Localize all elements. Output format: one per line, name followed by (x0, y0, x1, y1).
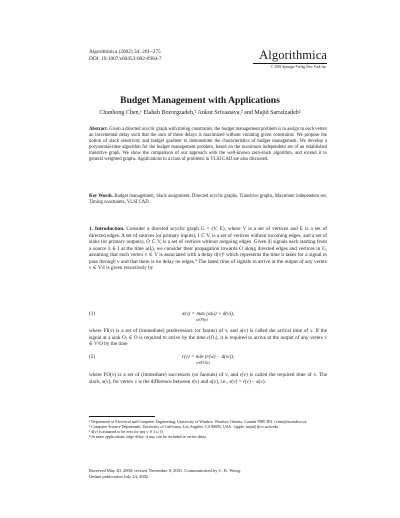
journal-masthead (241, 49, 327, 69)
equation-2-text: r(v) = min (r(w) − d(w)), (181, 354, 235, 360)
equation-2-number: (2) (89, 354, 96, 360)
footnote-4: ⁴ In some applications, edge delay, if any, can be included in vertex delay. (89, 434, 208, 440)
paper-title: Budget Management with Applications (120, 95, 280, 106)
journal-citation: Algorithmica (2002) 34: 261–275 (89, 49, 161, 55)
introduction-section (89, 226, 327, 272)
intro-paragraph-3: where FO(v) is a set of (immediate) successors (or fanouts) of v, and r(v) is called the required time of v. The slack, s(v), for vertex v is the difference between r(v) and a(v), i.e., s(v) = r(v) − a(v). (89, 372, 327, 385)
citation-block (89, 49, 162, 62)
abstract-text: Given a directed acyclic graph with timing constraints, the budget management problem is to assign to each vertex an incremental delay such that the sum of these delays is maximized without violating given constraints. We propose the notion of slack sensitivity and budget gradient to demonstrate the characteristics of budget management. We develop a polynomial-time algorithm for the budget management problem, based on the maximum independent set of an established transitive graph. We show the comparison of our approach with the well-known zero-slack algorithm, and extend it to general weighted graphs. Applications to a class of problems in VLSI CAD are also discussed. (89, 127, 328, 162)
footnotes (89, 419, 327, 439)
keywords-text: Budget management, Slack assignment, Directed acyclic graphs, Transitive graphs, Maximum independent set, Timing constraints, VLSI CAD. (89, 194, 328, 205)
intro-paragraph-1: Consider a directed acyclic graph G = (V, E), where V is a set of vertices and E is a set of directed edges. A set of sources (or primary inputs), I ⊂ V, is a set of vertices without incoming edges, and a set of sinks (or primary outputs), O ⊂ V, is a set of vertices without outgoing edges. Given |I| signals each starting from a source Iᵢ ∈ I at the time a(Iᵢ), we consider their propagation towards O along directed edges and vertices in G, assuming that each vertex v ∈ V is associated with a delay d(v)³ which represents the time it takes for a signal to pass through v and that there is no delay on edges.⁴ The latest time of signals to arrive at the output of any vertex v ∈ V\I is given recursively by (89, 226, 328, 271)
received-info (89, 468, 327, 479)
keywords (89, 194, 327, 206)
equation-1-number: (1) (89, 311, 96, 317)
footnote-rule (89, 416, 155, 417)
publisher-line: © 2002 Springer-Verlag New York Inc. (270, 65, 327, 69)
online-publication: Online publication July 24, 2002. (89, 473, 150, 479)
keywords-label: Key Words. (89, 194, 114, 199)
equation-1-text: a(v) = max (a(u) + d(v)), (181, 311, 235, 317)
equation-1-subscript: u∈FI(v) (196, 318, 208, 322)
footnote-3: ³ d(v) is assumed to be zero for any v ∈ I ∪ O. (89, 429, 165, 435)
received-dates: Received May 20, 2000; revised November 8, 2001. Communicated by C. K. Wong. (89, 468, 242, 473)
doi: DOI: 10.1007/s00453-002-0964-7 (89, 55, 162, 62)
equation-1-body (89, 311, 327, 317)
author-list: Chunhong Chen,¹ Elaheh Bozorgzadeh,² Ankur Srivastava,² and Majid Sarrafzadeh² (99, 110, 301, 116)
equation-2-body (89, 354, 327, 360)
journal-rule (253, 63, 327, 64)
footnote-1: ¹ Department of Electrical and Computer Engineering, University of Windsor, Windsor, Ontario, Canada N9B 3P4. cchen@uwindsor.ca. (89, 419, 308, 424)
abstract (89, 127, 327, 163)
abstract-label: Abstract. (89, 127, 108, 132)
equation-2-subscript: w∈FO(v) (196, 361, 210, 365)
section-heading: 1. Introduction. (89, 226, 125, 232)
journal-name: Algorithmica (259, 48, 327, 62)
intro-paragraph-2: where FI(v) is a set of (immediate) predecessors (or fanins) of v, and a(v) is called the arrival time of v. If the signal at a sink Oⱼ ∈ O is required to arrive by the time r(Oⱼ), it is required to arrive at the output of any vertex v ∈ V\O by the time (89, 328, 327, 347)
footnote-2: ² Computer Science Department, University of California, Los Angeles, CA 90095, USA. {apple, majid}@cs.ucla.edu. (89, 424, 280, 430)
